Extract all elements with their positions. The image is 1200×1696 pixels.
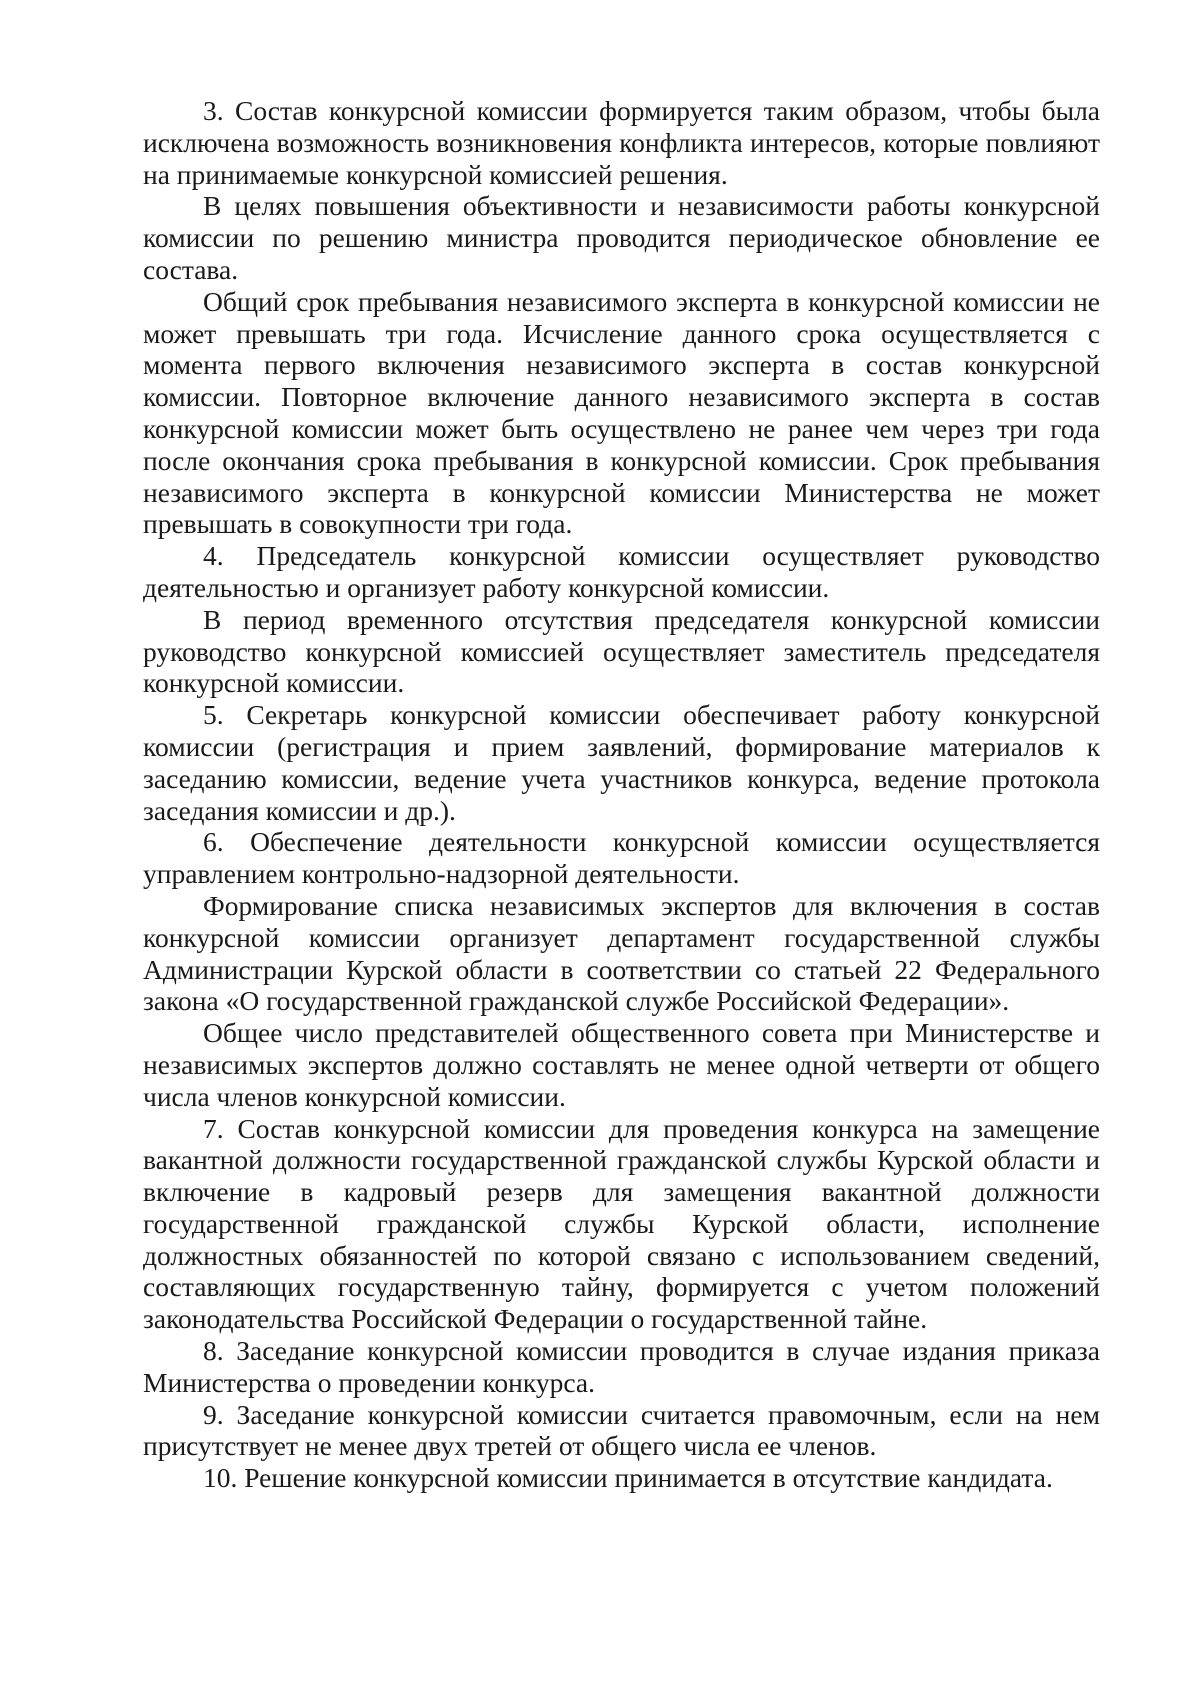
- paragraph-clause-6: 6. Обеспечение деятельности конкурсной комиссии осуществляется управлением контрольно-надзорной деятельности.: [143, 826, 1100, 890]
- paragraph-clause-3: 3. Состав конкурсной комиссии формируется таким образом, чтобы была исключена возможность возникновения конфликта интересов, которые повлияют на принимаемые конкурсной комиссией решения.: [143, 95, 1100, 190]
- paragraph-clause-9: 9. Заседание конкурсной комиссии считается правомочным, если на нем присутствует не менее двух третей от общего числа ее членов.: [143, 1398, 1100, 1462]
- paragraph-clause-7: 7. Состав конкурсной комиссии для проведения конкурса на замещение вакантной должности государственной гражданской службы Курской области и включение в кадровый резерв для замещения вакантной должности государственной гражданской службы Курской области, исполнение должностных обязанностей по которой связано с использованием сведений, составляющих государственную тайну, формируется с учетом положений законодательства Российской Федерации о государственной тайне.: [143, 1112, 1100, 1335]
- paragraph-commission-renewal: В целях повышения объективности и независимости работы конкурсной комиссии по решению министра проводится периодическое обновление ее состава.: [143, 190, 1100, 285]
- paragraph-expert-list: Формирование списка независимых экспертов для включения в состав конкурсной комиссии организует департамент государственной службы Администрации Курской области в соответствии со статьей 22 Федерального закона «О государственной гражданской службе Российской Федерации».: [143, 889, 1100, 1017]
- paragraph-expert-term: Общий срок пребывания независимого эксперта в конкурсной комиссии не может превышать три года. Исчисление данного срока осуществляется с момента первого включения независимого эксперта в состав конкурсной комиссии. Повторное включение данного независимого эксперта в состав конкурсной комиссии может быть осуществлено не ранее чем через три года после окончания срока пребывания в конкурсной комиссии. Срок пребывания независимого эксперта в конкурсной комиссии Министерства не может превышать в совокупности три года.: [143, 285, 1100, 540]
- paragraph-clause-10: 10. Решение конкурсной комиссии принимается в отсутствие кандидата.: [203, 1462, 1053, 1494]
- paragraph-clause-5: 5. Секретарь конкурсной комиссии обеспечивает работу конкурсной комиссии (регистрация и прием заявлений, формирование материалов к заседанию комиссии, ведение учета участников конкурса, ведение протокола заседания комиссии и др.).: [143, 699, 1100, 826]
- paragraph-clause-8: 8. Заседание конкурсной комиссии проводится в случае издания приказа Министерства о проведении конкурса.: [143, 1335, 1100, 1398]
- paragraph-deputy-chair: В период временного отсутствия председателя конкурсной комиссии руководство конкурсной комиссией осуществляет заместитель председателя конкурсной комиссии.: [143, 603, 1100, 699]
- paragraph-quarter-requirement: Общее число представителей общественного совета при Министерстве и независимых экспертов должно составлять не менее одной четверти от общего числа членов конкурсной комиссии.: [143, 1017, 1100, 1112]
- paragraph-clause-4: 4. Председатель конкурсной комиссии осуществляет руководство деятельностью и организует работу конкурсной комиссии.: [143, 540, 1100, 603]
